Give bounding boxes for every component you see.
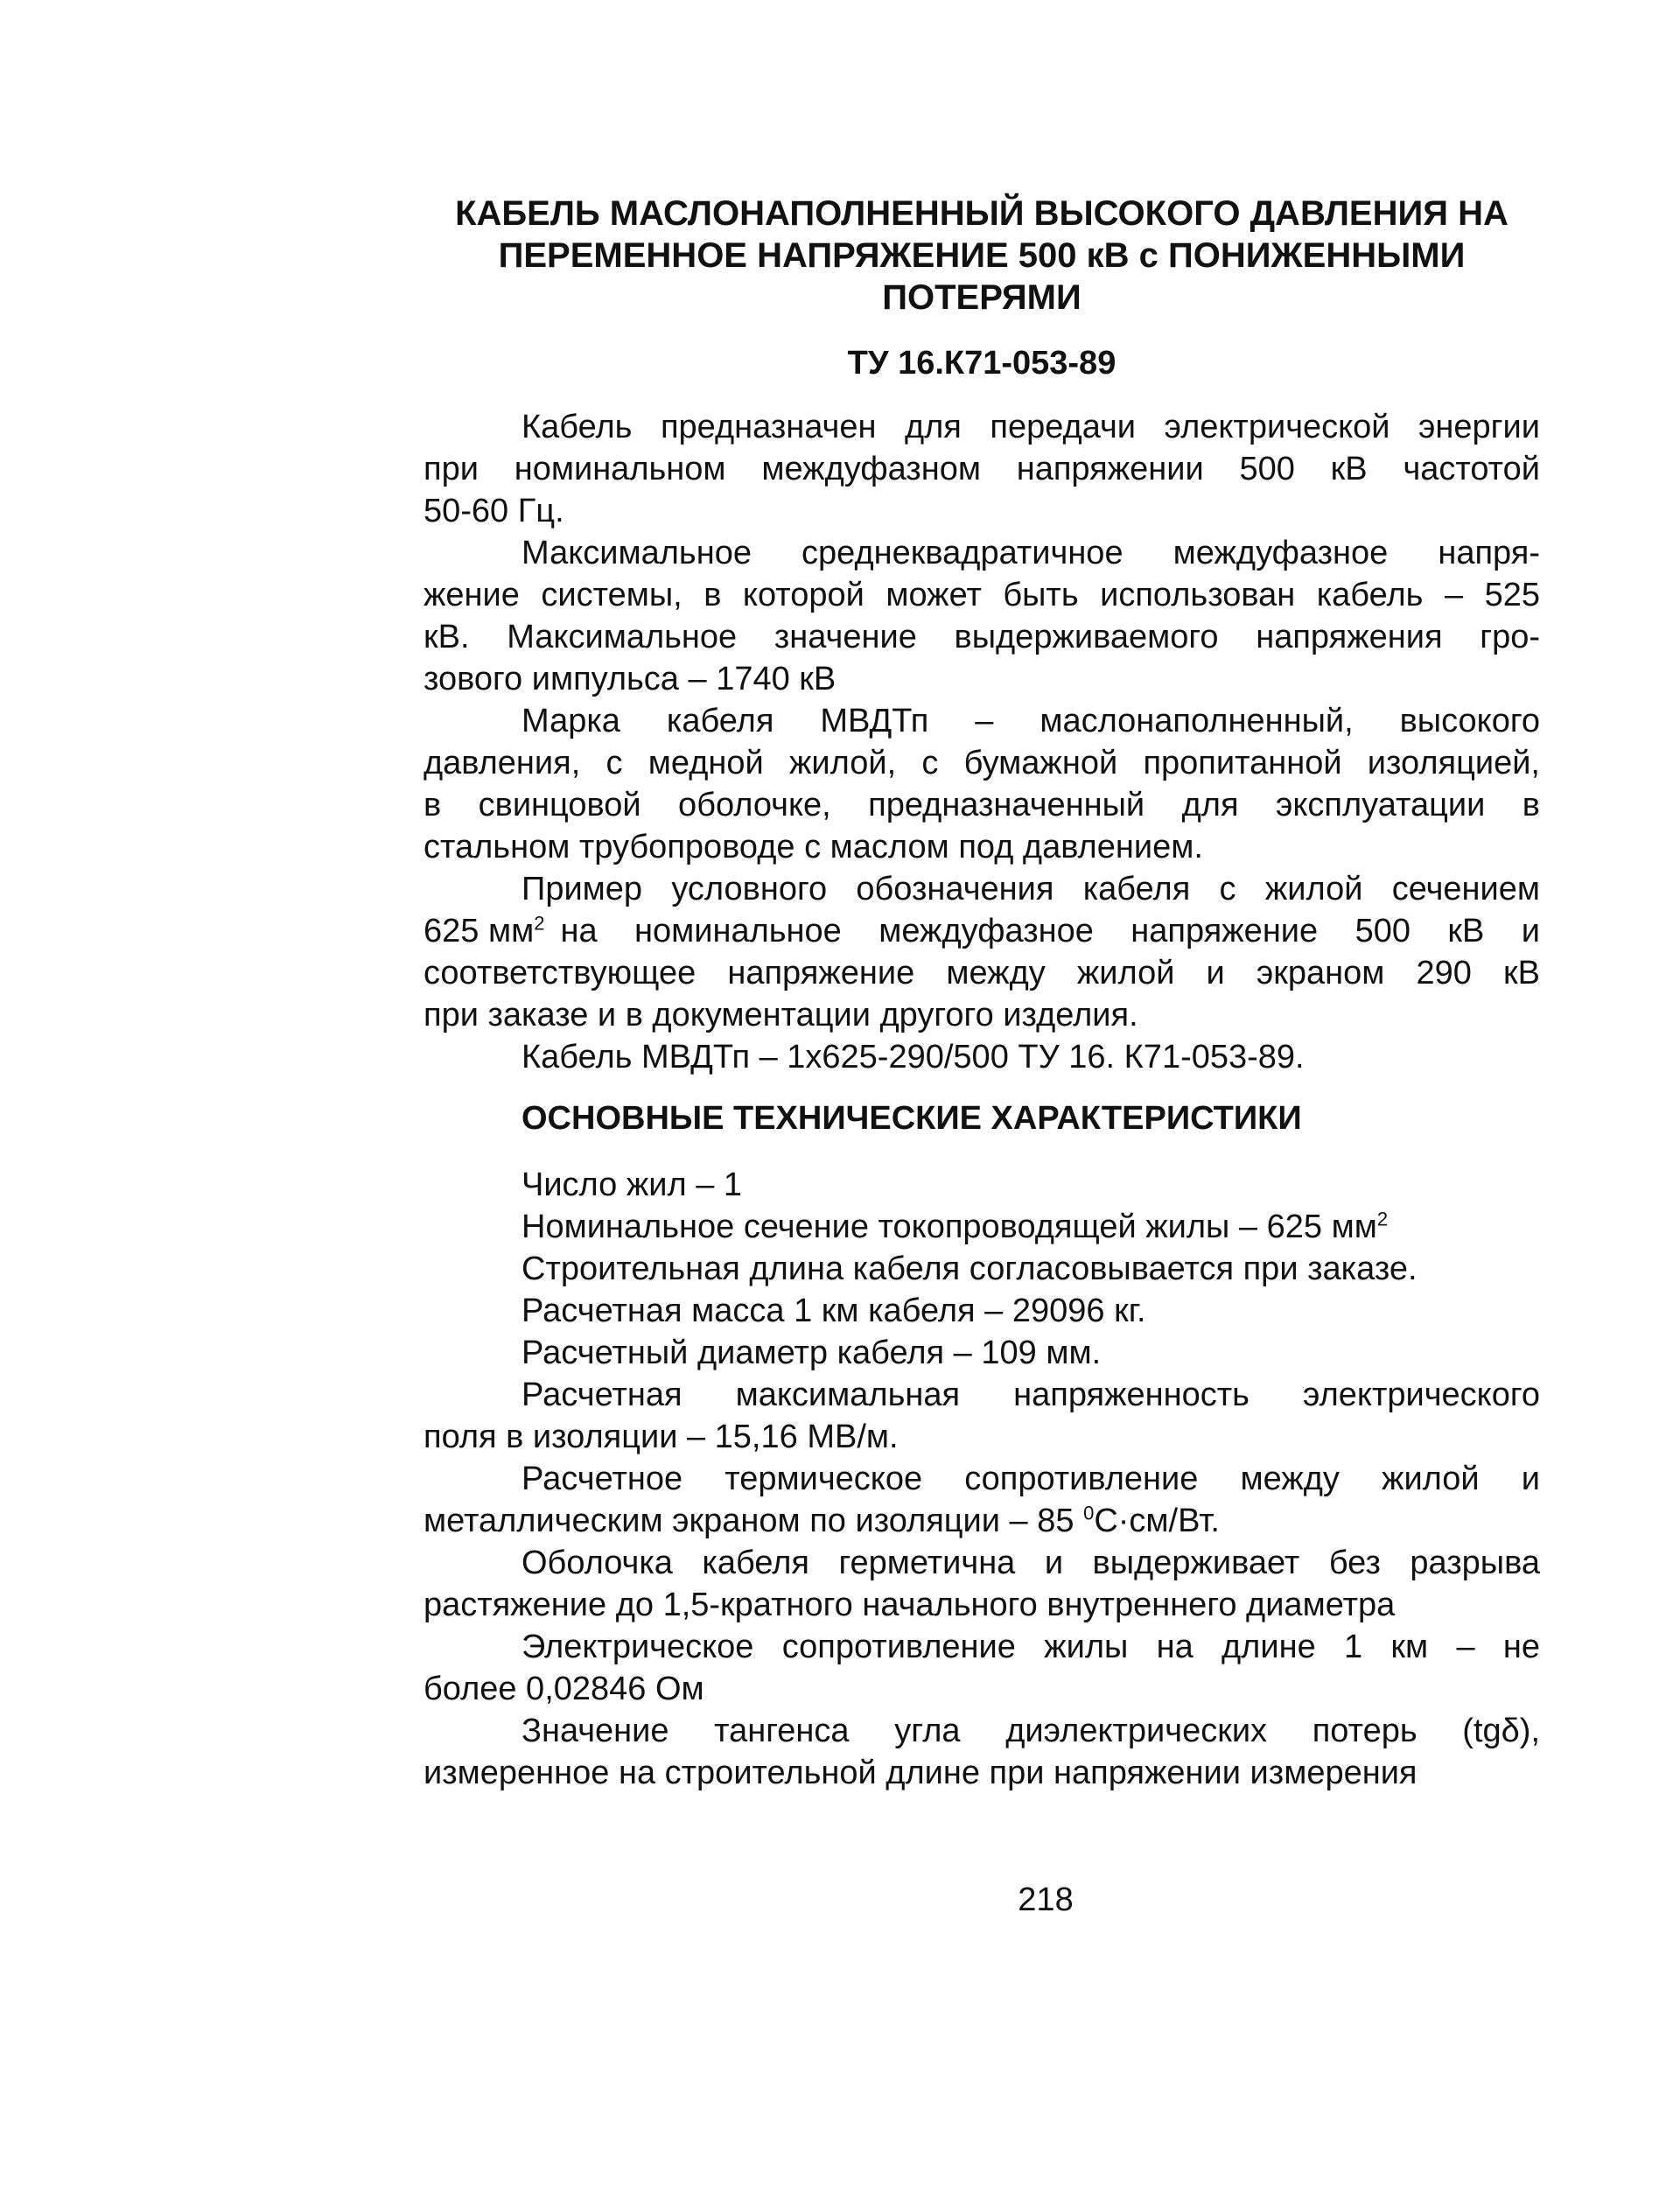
text-line: соответствующее напряжение между жилой и экраном 290 кВ: [424, 955, 1540, 991]
text-line: Кабель МВДТп – 1х625-290/500 ТУ 16. К71-053-89.: [522, 1039, 1305, 1075]
spec-line: Расчетный диаметр кабеля – 109 мм.: [522, 1335, 1102, 1371]
text-line: кВ. Максимальное значение выдерживаемого напряжения гро-: [424, 619, 1540, 655]
spec-line: Число жил – 1: [522, 1167, 743, 1203]
title-line-2: ПЕРЕМЕННОЕ НАПРЯЖЕНИЕ 500 кВ с ПОНИЖЕННЫМИ: [498, 236, 1466, 275]
text-line: стальном трубопроводе с маслом под давлением.: [424, 829, 1203, 865]
text-line: Пример условного обозначения кабеля с жилой сечением: [522, 871, 1540, 907]
text-fragment: С·см/Вт.: [1094, 1503, 1220, 1539]
text-fragment: на номинальное междуфазное напряжение 500 кВ и: [560, 913, 1540, 949]
text-line: [424, 910, 1540, 952]
spec-line: более 0,02846 Ом: [424, 1671, 704, 1707]
text-line: зового импульса – 1740 кВ: [424, 661, 836, 697]
specs-text: [424, 1164, 1540, 1794]
spec-line: [424, 1206, 1540, 1248]
text-line: в свинцовой оболочке, предназначенный для эксплуатации в: [424, 787, 1540, 823]
text-line: Марка кабеля МВДТп – маслонаполненный, высокого: [522, 703, 1540, 739]
text-fragment: металлическим экраном по изоляции – 85: [424, 1503, 1074, 1539]
text-line: жение системы, в которой может быть использован кабель – 525: [424, 577, 1540, 613]
section-heading: ОСНОВНЫЕ ТЕХНИЧЕСКИЕ ХАРАКТЕРИСТИКИ: [522, 1100, 1302, 1137]
text-line: Максимальное среднеквадратичное междуфазное напря-: [522, 535, 1540, 571]
title-line-1: КАБЕЛЬ МАСЛОНАПОЛНЕННЫЙ ВЫСОКОГО ДАВЛЕНИЯ НА: [455, 194, 1508, 233]
text-line: давления, с медной жилой, с бумажной пропитанной изоляцией,: [424, 745, 1540, 781]
text-line: при номинальном междуфазном напряжении 500 кВ частотой: [424, 451, 1540, 487]
spec-line: Электрическое сопротивление жилы на длине 1 км – не: [522, 1629, 1540, 1665]
spec-line: Оболочка кабеля герметична и выдерживает без разрыва: [522, 1545, 1540, 1581]
spec-line: Расчетная максимальная напряженность электрического: [522, 1377, 1540, 1413]
spec-line: Расчетное термическое сопротивление между жилой и: [522, 1461, 1540, 1497]
degree-superscript: 0: [1083, 1502, 1095, 1524]
superscript: 2: [534, 912, 545, 935]
spec-line: [424, 1500, 1540, 1542]
page-number: 218: [1018, 1881, 1074, 1918]
spec-line: поля в изоляции – 15,16 МВ/м.: [424, 1419, 899, 1455]
spec-line: Строительная длина кабеля согласовывается при заказе.: [522, 1251, 1418, 1287]
text-line: 50-60 Гц.: [424, 493, 564, 529]
text-line: Кабель предназначен для передачи электрической энергии: [522, 409, 1540, 445]
text-fragment: Номинальное сечение токопроводящей жилы – 625 мм: [522, 1209, 1377, 1245]
title-line-3: ПОТЕРЯМИ: [882, 278, 1082, 317]
spec-line: Значение тангенса угла диэлектрических потерь (tgδ),: [522, 1713, 1540, 1749]
intro-text: [424, 406, 1540, 1078]
text-line: при заказе и в документации другого изделия.: [424, 997, 1138, 1033]
tu-number: ТУ 16.К71-053-89: [847, 345, 1116, 382]
spec-line: измеренное на строительной длине при напряжении измерения: [424, 1755, 1418, 1791]
example-size: 625 мм: [424, 913, 535, 949]
superscript: 2: [1376, 1208, 1389, 1230]
document-title: [424, 193, 1540, 319]
spec-line: Расчетная масса 1 км кабеля – 29096 кг.: [522, 1293, 1146, 1329]
spec-line: растяжение до 1,5-кратного начального внутреннего диаметра: [424, 1587, 1396, 1623]
